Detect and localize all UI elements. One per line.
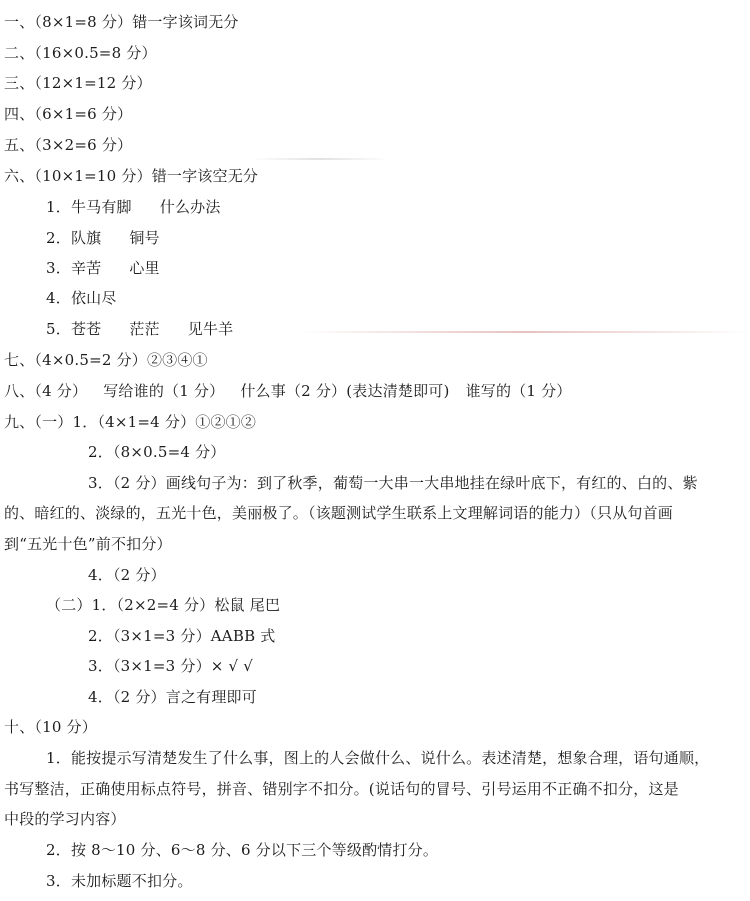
section-10-item-1-cont: 中段的学习内容） — [4, 810, 126, 828]
answer-text: 八、（4 分） — [4, 382, 88, 400]
item-number: 2． — [46, 229, 71, 247]
answer-text: 写给谁的（1 分） — [103, 382, 225, 400]
section-10-line: 十、（10 分） — [4, 718, 97, 736]
section-6-item-2 — [46, 229, 160, 247]
section-6-line: 六、（10×1=10 分）错一字该空无分 — [4, 167, 259, 185]
section-9-item-3-cont: 的、暗红的、淡绿的，五光十色，美丽极了。（该题测试学生联系上文理解词语的能力）（只从句首画 — [4, 504, 674, 522]
item-number: 3． — [46, 259, 71, 277]
section-6-item-3 — [46, 259, 160, 277]
item-number: 5． — [46, 320, 71, 338]
section-9-item-3: 3．（2 分）画线句子为：到了秋季，葡萄一大串一大串地挂在绿叶底下，有红的、白的、紫 — [88, 474, 698, 492]
section-9-part-2-item-1: （二）1．（2×2=4 分）松鼠 尾巴 — [46, 596, 281, 614]
section-9-line: 九、（一）1．（4×1=4 分）①②①② — [4, 413, 257, 431]
section-9-part-2-item-3: 3．（3×1=3 分）× √ √ — [88, 657, 253, 675]
answer-text: 什么办法 — [159, 198, 221, 216]
section-4-line: 四、（6×1=6 分） — [4, 105, 133, 123]
section-1-line: 一、（8×1=8 分）错一字该词无分 — [4, 13, 239, 31]
section-7-line: 七、（4×0.5=2 分）②③④① — [4, 351, 208, 369]
section-6-item-5 — [46, 320, 233, 338]
section-5-line: 五、（3×2=6 分） — [4, 136, 133, 154]
section-8-line — [4, 382, 571, 400]
section-9-item-3-cont: 到“五光十色”前不扣分） — [4, 535, 172, 553]
answer-text: 依山尽 — [70, 289, 117, 307]
section-2-line: 二、（16×0.5=8 分） — [4, 44, 157, 62]
item-number: 1． — [46, 198, 71, 216]
answer-text: 见牛羊 — [187, 320, 234, 338]
answer-text: 心里 — [129, 259, 160, 277]
answer-text: 苍苍 — [70, 320, 102, 338]
section-9-item-2: 2．（8×0.5=4 分） — [88, 443, 226, 461]
section-10-item-1: 1．能按提示写清楚发生了什么事，图上的人会做什么、说什么。表述清楚，想象合理，语句通顺， — [46, 749, 710, 767]
section-9-item-4: 4．（2 分） — [88, 566, 166, 584]
item-number: 4． — [46, 289, 71, 307]
section-10-item-2: 2．按 8～10 分、6～8 分、6 分以下三个等级酌情打分。 — [46, 841, 439, 859]
answer-text: 谁写的（1 分） — [465, 382, 572, 400]
section-10-item-1-cont: 书写整洁，正确使用标点符号，拼音、错别字不扣分。(说话句的冒号、引号运用不正确不扣分，这是 — [4, 780, 679, 798]
section-9-part-2-item-2: 2．（3×1=3 分）AABB 式 — [88, 627, 276, 645]
scan-mark — [250, 158, 390, 160]
answer-text: 辛苦 — [70, 259, 102, 277]
answer-text: 牛马有脚 — [70, 198, 132, 216]
answer-text: 队旗 — [70, 229, 102, 247]
section-6-item-4 — [46, 289, 117, 307]
section-10-item-3: 3．未加标题不扣分。 — [46, 872, 193, 890]
answer-text: 铜号 — [129, 229, 160, 247]
section-9-part-2-item-4: 4．（2 分）言之有理即可 — [88, 688, 257, 706]
answer-text: 茫茫 — [129, 320, 160, 338]
section-3-line: 三、（12×1=12 分） — [4, 74, 152, 92]
scan-mark — [300, 331, 750, 333]
section-6-item-1 — [46, 198, 221, 216]
answer-text: 什么事（2 分）(表达清楚即可) — [240, 382, 450, 400]
